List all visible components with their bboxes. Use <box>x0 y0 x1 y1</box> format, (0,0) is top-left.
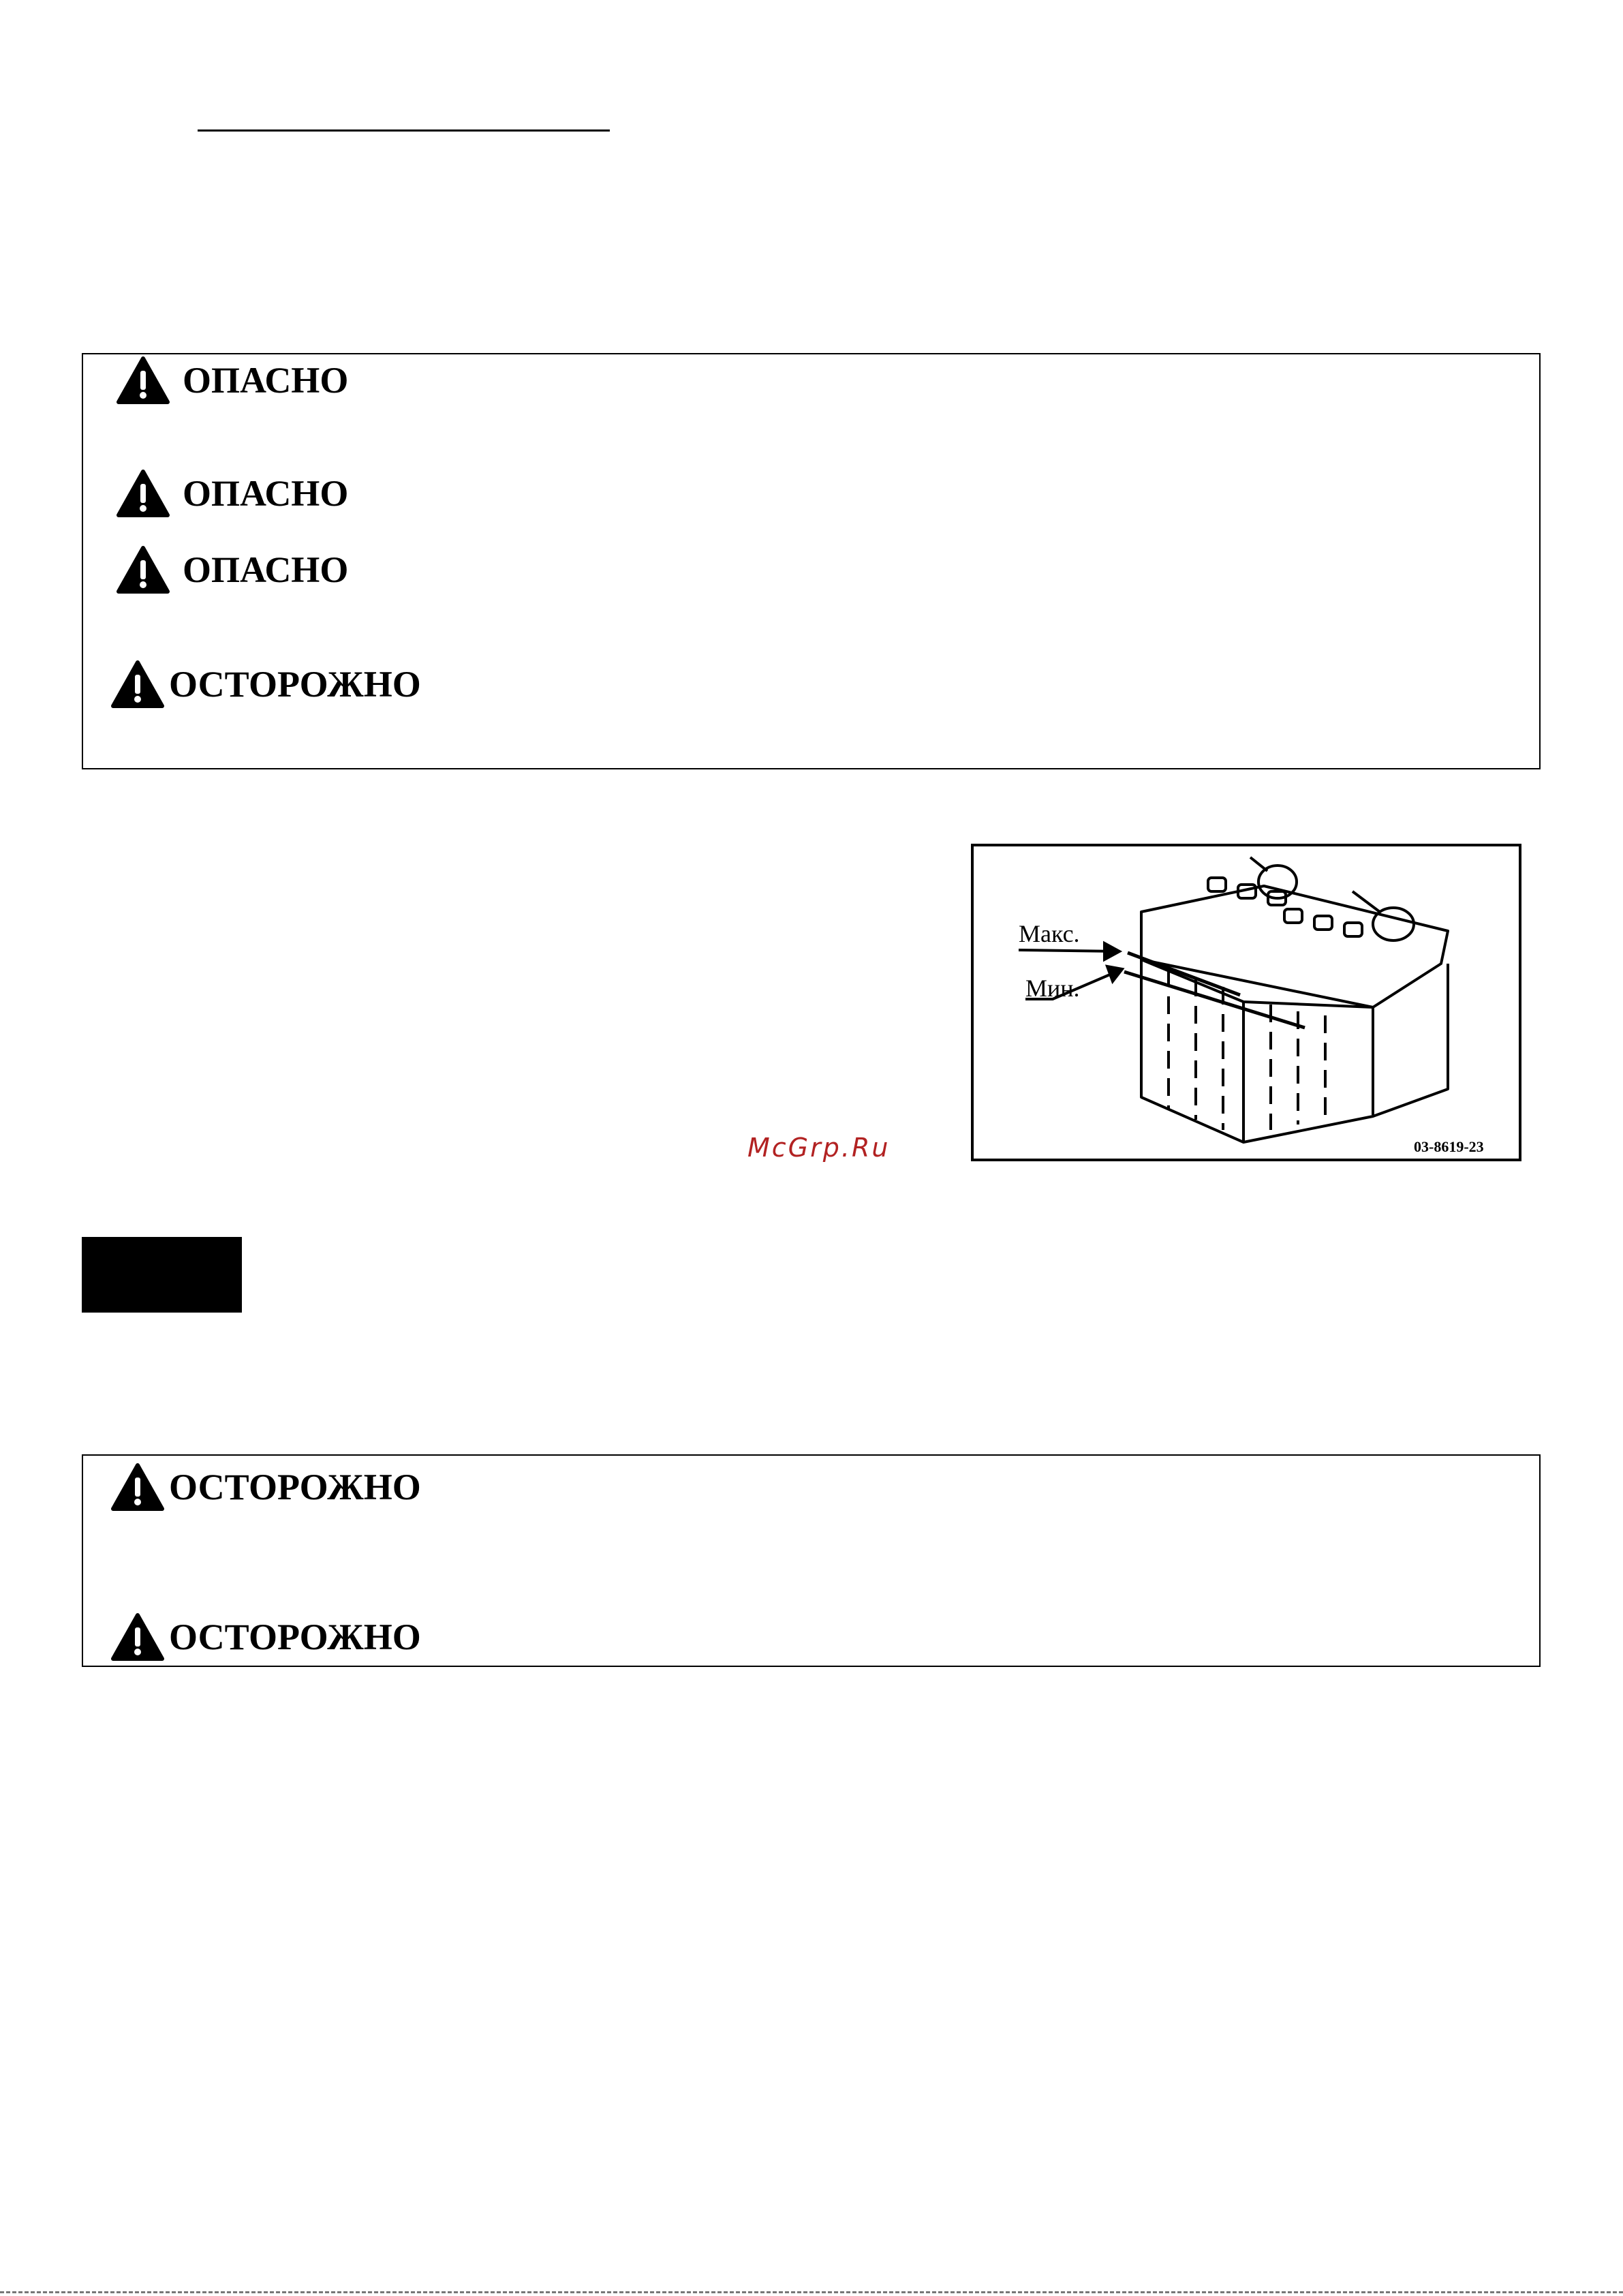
warning-triangle-icon <box>116 469 170 518</box>
page-bottom-rule <box>0 2291 1623 2293</box>
danger-notice <box>116 545 348 594</box>
notice-label: ОСТОРОЖНО <box>169 1467 421 1507</box>
min-level-label: Мин. <box>1025 975 1080 1002</box>
header-rule <box>198 129 610 132</box>
notice-label: ОСТОРОЖНО <box>169 664 421 705</box>
notice-label: ОСТОРОЖНО <box>169 1617 421 1657</box>
notice-label: ОПАСНО <box>183 360 349 401</box>
danger-notice <box>116 469 348 518</box>
warning-triangle-icon <box>110 1612 165 1662</box>
notice-label: ОПАСНО <box>183 473 349 514</box>
caution-notice <box>110 1612 421 1662</box>
caution-notice <box>110 660 421 709</box>
battery-illustration <box>971 844 1521 1161</box>
warning-triangle-icon <box>116 545 170 594</box>
battery-electrolyte-level-figure <box>971 844 1521 1161</box>
danger-notice <box>116 356 348 405</box>
figure-code: 03-8619-23 <box>1414 1138 1484 1155</box>
warning-triangle-icon <box>110 660 165 709</box>
section-marker-block <box>82 1237 242 1313</box>
caution-notice <box>110 1463 421 1512</box>
max-level-label: Макс. <box>1019 920 1080 947</box>
warning-triangle-icon <box>110 1463 165 1512</box>
warning-triangle-icon <box>116 356 170 405</box>
watermark: McGrp.Ru <box>747 1133 891 1163</box>
notice-label: ОПАСНО <box>183 549 349 590</box>
